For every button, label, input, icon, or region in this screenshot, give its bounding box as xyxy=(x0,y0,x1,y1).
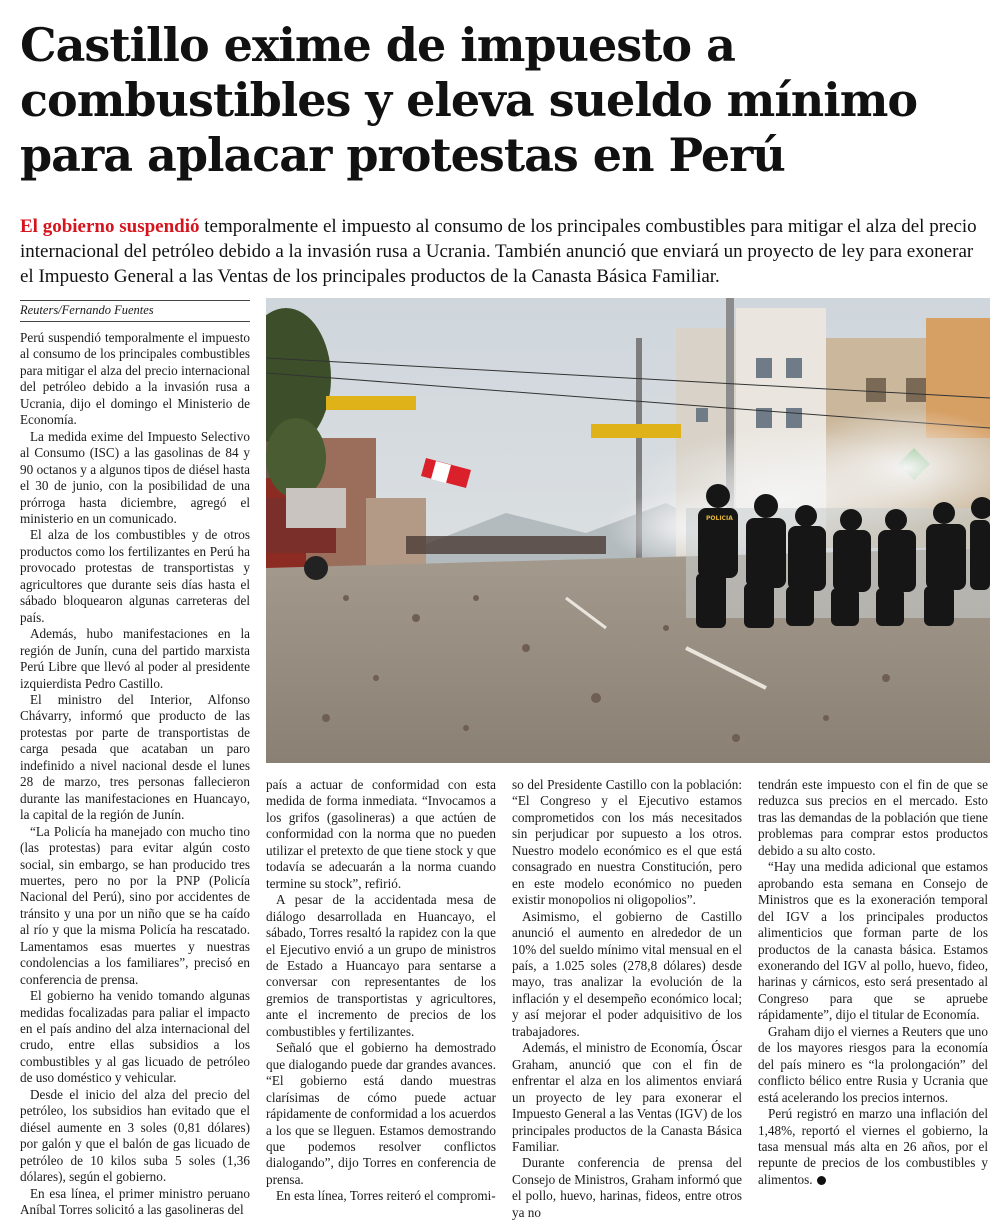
paragraph: tendrán este impuesto con el fin de que se reduzca sus precios en el mercado. Esto tras las demandas de la población que tiene problemas para comprar estos productos debido a su alto costo. xyxy=(758,777,988,858)
paragraph: so del Presidente Castillo con la población: “El Congreso y el Ejecutivo estamos comprometidos con los más necesitados sin perjudicar por supuesto a los otros. Nuestro modelo económico es el que está consagrado en nuestra Constitución, pero en este modelo económico no pueden existir monopolios ni oligopolios”. xyxy=(512,777,742,908)
protest-photo-illustration xyxy=(266,298,990,763)
paragraph: El alza de los combustibles y de otros productos como los fertilizantes en Perú ha provocado protestas de transportistas y agricultores que durante seis días hasta el sábado bloquearon algunas carreteras del país. xyxy=(20,527,250,625)
paragraph xyxy=(758,1106,988,1188)
paragraph: El ministro del Interior, Alfonso Chávarry, informó que producto de las protestas por parte de transportistas de carga pesada que acataban un paro indefinido a nivel nacional desde el lunes 28 de marzo, tres personas fallecieron durante las manifestaciones en Huancayo, la capital de la región de Junín. xyxy=(20,691,250,823)
paragraph: En esa línea, el primer ministro peruano Aníbal Torres solicitó a las gasolineras del xyxy=(20,1185,250,1218)
police-label: POLICIA xyxy=(706,515,733,522)
paragraph: Graham dijo el viernes a Reuters que uno de los mayores riesgos para la economía del país minero es “la prolongación” del conflicto bélico entre Rusia y Ucrania que está acelerando los precios internos. xyxy=(758,1023,988,1105)
paragraph: La medida exime del Impuesto Selectivo al Consumo (ISC) a las gasolinas de 84 y 90 octanos y a algunos tipos de diésel hasta el 30 de junio, con la posibilidad de una prórroga hasta diciembre, agregó el ministerio en un comunicado. xyxy=(20,428,250,526)
body-column-1 xyxy=(20,330,250,1218)
lead-text: temporalmente el impuesto al consumo de los principales combustibles para mitigar el alza del precio internacional del petróleo debido a la invasión rusa a Ucrania. También anunció que enviará un proyecto de ley para exonerar el Impuesto General a las Ventas de los principales productos de la Canasta Básica Familiar. xyxy=(20,216,977,287)
news-photo xyxy=(266,298,990,763)
paragraph: Durante conferencia de prensa del Consejo de Ministros, Graham informó que el pollo, huevo, harinas, fideos, entre otros ya no xyxy=(512,1155,743,1220)
paragraph: Perú suspendió temporalmente el impuesto al consumo de los principales combustibles para mitigar el alza del precio internacional del petróleo debido a la invasión rusa a Ucrania, dijo el domingo el Ministerio de Economía. xyxy=(20,330,250,428)
final-sentence: Perú registró en marzo una inflación del 1,48%, reportó el viernes el gobierno, la tasa mensual más alta en 26 años, por el repunte de precios de los combustibles y alimentos. xyxy=(758,1106,988,1187)
lead-paragraph xyxy=(20,214,980,289)
paragraph: Asimismo, el gobierno de Castillo anunció el aumento en alrededor de un 10% del sueldo mínimo vital mensual en el país, a 1.025 soles (278,8 dólares) desde mayo, tras analizar la evolución de la inflación y el desempeño económico local; y así mejorar el poder adquisitivo de los trabajadores. xyxy=(512,908,742,1039)
body-column-4 xyxy=(758,777,988,1187)
paragraph: En esta línea, Torres reiteró el compromi- xyxy=(276,1188,496,1204)
headline: Castillo exime de impuesto a combustibles y eleva sueldo mínimo para aplacar protestas en Perú xyxy=(20,18,918,182)
paragraph: Además, hubo manifestaciones en la región de Junín, cuna del partido marxista Perú Libre que llevó al poder al presidente izquierdista Pedro Castillo. xyxy=(20,626,250,691)
body-column-3 xyxy=(512,777,743,1220)
paragraph: A pesar de la accidentada mesa de diálogo desarrollada en Huancayo, el sábado, Torres resaltó la rapidez con la que el Ejecutivo envió a un grupo de ministros de Estado a Huancayo para sentarse a conversar con representantes de los gremios de transportistas y agricultores, ante el incremento de precios de los combustibles y fertilizantes. xyxy=(266,892,496,1039)
paragraph: “La Policía ha manejado con mucho tino (las protestas) para evitar algún costo social, sin embargo, se han producido tres muertes, pero no por la PNP (Policía Nacional del Perú), sino por accidentes de tránsito y una por un niño que se ha caído al río y que la misma Policía ha rescatado. Lamentamos esas muertes y nuestras condolencias a los familiares”, precisó en conferencia de prensa. xyxy=(20,823,250,987)
paragraph: Además, el ministro de Economía, Óscar Graham, anunció que con el fin de enfrentar el alza en los alimentos enviará un proyecto de ley para exonerar el Impuesto General a las Ventas (IGV) de los principales productos de la Canasta Básica Familiar. xyxy=(512,1040,742,1154)
paragraph: país a actuar de conformidad con esta medida de forma inmediata. “Invocamos a los grifos (gasolineras) a que actúen de conformidad con la norma que no pueden utilizar el pretexto de que tiene stock y que todavía se adecuarán a la norma cuando termine su stock”, refirió. xyxy=(266,777,496,891)
lead-kicker: El gobierno suspendió xyxy=(20,216,200,237)
end-of-article-mark xyxy=(817,1176,826,1185)
paragraph: El gobierno ha venido tomando algunas medidas focalizadas para paliar el impacto en el país andino del alza internacional del crudo, entre ellas subsidios a los combustibles y al gas licuado de petróleo de uso doméstico y vehicular. xyxy=(20,988,250,1086)
body-column-2 xyxy=(266,777,496,1204)
byline: Reuters/Fernando Fuentes xyxy=(20,300,250,322)
paragraph: Desde el inicio del alza del precio del petróleo, los subsidios han evitado que el diésel aumente en 3 soles (0,81 dólares) por galón y que el balón de gas licuado de petróleo de 10 kilos suba 5 soles (1,36 dólares), según el gobierno. xyxy=(20,1086,250,1185)
paragraph: Señaló que el gobierno ha demostrado que dialogando puede dar grandes avances. “El gobierno está dando muestras clarísimas de cómo puede actuar rápidamente de conformidad a los acuerdos a los que se lleguen. Estamos demostrando que podemos resolver conflictos dialogando”, dijo Torres en conferencia de prensa. xyxy=(266,1040,496,1187)
paragraph: “Hay una medida adicional que estamos aprobando esta semana en Consejo de Ministros que es la exoneración temporal del IGV a los principales productos alimenticios que forman parte de los productos de la canasta básica. Estamos exonerando del IGV al pollo, huevo, fideo, harinas y cárnicos, esto será presentado al Congreso para que se apruebe rápidamente”, dijo el titular de Economía. xyxy=(758,859,988,1023)
